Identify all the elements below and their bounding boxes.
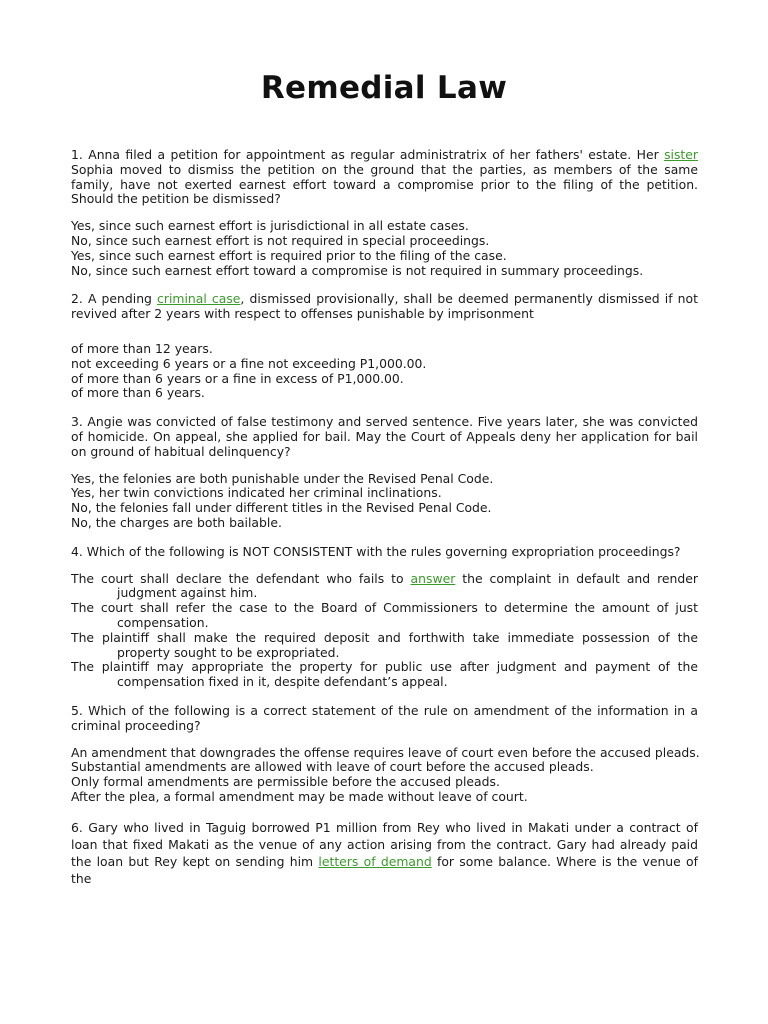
question-3: 3. Angie was convicted of false testimony and served sentence. Five years later, she was convicted of homicide. On appeal, she applied for bail. May the Court of Appeals deny her application for bail on ground of habitual delinquency? bbox=[71, 414, 698, 459]
answer-option: No, since such earnest effort is not required in special proceedings. bbox=[71, 232, 490, 248]
answer-option: Yes, the felonies are both punishable under the Revised Penal Code. bbox=[71, 470, 494, 486]
option-text: The court shall declare the defendant who fails to bbox=[71, 570, 411, 586]
answer-option: not exceeding 6 years or a fine not exceeding P1,000.00. bbox=[71, 355, 427, 371]
answer-option: Yes, since such earnest effort is required prior to the filing of the case. bbox=[71, 247, 507, 263]
answer-option: Only formal amendments are permissible before the accused pleads. bbox=[71, 774, 500, 790]
answer-option: After the plea, a formal amendment may be made without leave of court. bbox=[71, 788, 528, 804]
question-text: 2. A pending bbox=[71, 291, 158, 307]
answer-option: Yes, her twin convictions indicated her criminal inclinations. bbox=[71, 485, 442, 501]
answer-option: The plaintiff shall make the required deposit and forthwith take immediate possession of the property sought to be expropriated. bbox=[71, 629, 698, 660]
question-text: 6. Gary who lived in Taguig borrowed P1 million from Rey who lived in Makati under a contract of loan that fixed Makati as the venue of any action arising from the contract. Gary had already paid the loan but Rey kept on sending him bbox=[71, 819, 698, 869]
answer-option: An amendment that downgrades the offense requires leave of court even before the accused pleads. bbox=[71, 744, 700, 760]
document-title: Remedial Law bbox=[260, 70, 508, 106]
answer-option: Yes, since such earnest effort is jurisdictional in all estate cases. bbox=[71, 218, 469, 234]
answer-option: No, since such earnest effort toward a compromise is not required in summary proceedings. bbox=[71, 262, 644, 278]
question-5: 5. Which of the following is a correct statement of the rule on amendment of the information in a criminal proceeding? bbox=[71, 702, 698, 733]
question-2 bbox=[71, 292, 698, 322]
link-criminal-case[interactable]: criminal case bbox=[157, 291, 241, 307]
answer-option: No, the felonies fall under different titles in the Revised Penal Code. bbox=[71, 500, 492, 516]
question-2-options bbox=[71, 342, 698, 401]
question-text: for some balance. Where is the venue of the bbox=[71, 853, 698, 886]
question-6 bbox=[71, 819, 698, 887]
question-text: , dismissed provisionally, shall be deemed permanently dismissed if not revived after 2 years with respect to offenses punishable by imprisonment bbox=[71, 291, 698, 322]
answer-option bbox=[71, 572, 698, 602]
link-letters-of-demand[interactable]: letters of demand bbox=[318, 853, 432, 869]
answer-option: of more than 6 years. bbox=[71, 385, 205, 401]
answer-option: The court shall refer the case to the Board of Commissioners to determine the amount of just compensation. bbox=[71, 600, 698, 630]
question-5-options bbox=[71, 746, 698, 805]
document-body bbox=[71, 148, 698, 887]
answer-option: No, the charges are both bailable. bbox=[71, 514, 282, 530]
answer-option: Substantial amendments are allowed with leave of court before the accused pleads. bbox=[71, 759, 594, 775]
question-1 bbox=[71, 148, 698, 207]
question-3-options bbox=[71, 472, 698, 531]
option-text: the complaint in default and render judgment against him. bbox=[117, 570, 698, 601]
answer-option: The plaintiff may appropriate the property for public use after judgment and payment of the compensation fixed in it, despite defendant’s appeal. bbox=[71, 659, 698, 690]
answer-option: of more than 6 years or a fine in excess of P1,000.00. bbox=[71, 370, 404, 386]
question-4-options bbox=[71, 572, 698, 690]
question-text: 1. Anna filed a petition for appointment as regular administratrix of her fathers' estate. Her bbox=[71, 147, 665, 162]
link-answer[interactable]: answer bbox=[410, 570, 456, 586]
link-sister[interactable]: sister bbox=[664, 147, 698, 162]
question-text: Sophia moved to dismiss the petition on the ground that the parties, as members of the same family, have not exerted earnest effort toward a compromise prior to the filing of the petition. Should the petition be dismissed? bbox=[71, 161, 698, 207]
question-4: 4. Which of the following is NOT CONSISTENT with the rules governing expropriation proceedings? bbox=[71, 543, 681, 559]
question-1-options bbox=[71, 219, 698, 278]
answer-option: of more than 12 years. bbox=[71, 340, 213, 356]
